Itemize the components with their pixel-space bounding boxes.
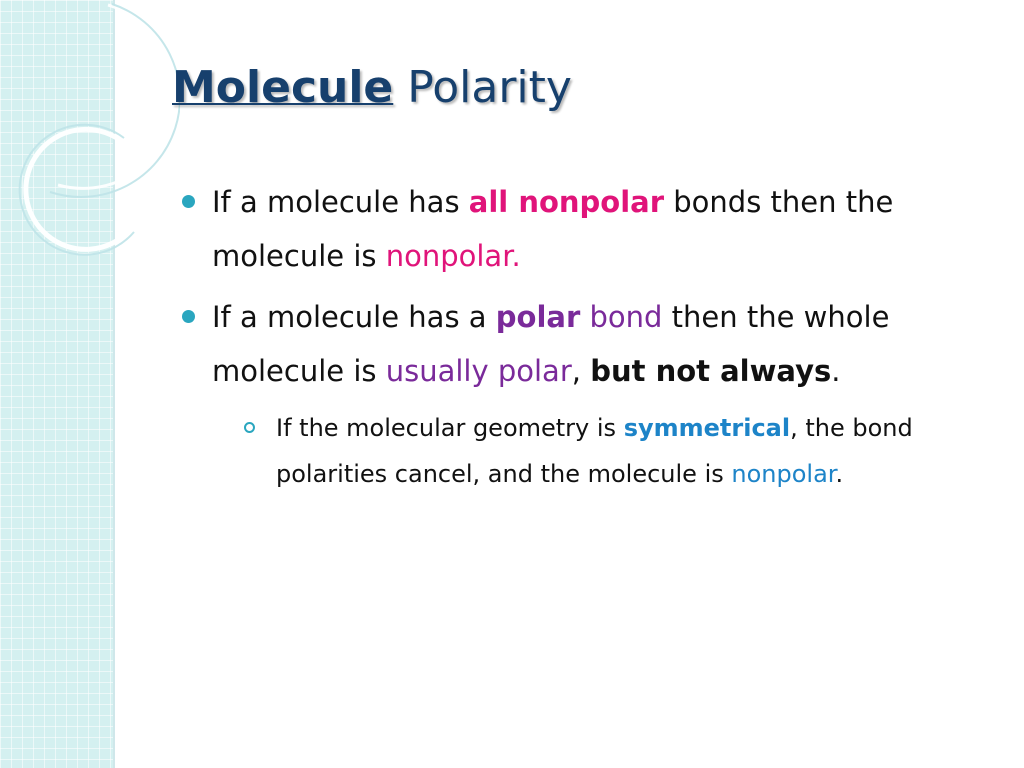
sub-bullet-text: If the molecular geometry is [276, 414, 624, 442]
emphasis-polar: polar [495, 300, 581, 334]
sub-bullet-text: , the bond polarities cancel, and the molecule is [276, 414, 913, 488]
bullet-text: If a molecule has [212, 185, 469, 219]
emphasis-but-not-always: but not always [590, 354, 832, 388]
emphasis-nonpolar: nonpolar. [385, 239, 521, 273]
emphasis-bond: bond [589, 300, 663, 334]
bullet-item-all-nonpolar [178, 175, 998, 283]
bullet-text: . [831, 354, 841, 388]
bullet-text: , [571, 354, 591, 388]
slide-title [172, 62, 572, 115]
sub-bullet-text: . [835, 460, 844, 488]
sub-bullet-ring-icon [244, 422, 255, 433]
title-rest: Polarity [393, 62, 572, 113]
sub-bullet-item-symmetrical [244, 405, 998, 497]
bullet-dot-icon [182, 310, 195, 323]
bullet-dot-icon [182, 195, 195, 208]
bullet-text: bonds then the molecule is [212, 185, 894, 273]
bullet-text [580, 300, 589, 334]
emphasis-symmetrical: symmetrical [623, 414, 791, 442]
emphasis-usually-polar: usually polar [385, 354, 572, 388]
swirl-decoration [0, 0, 180, 260]
emphasis-all-nonpolar: all nonpolar [468, 185, 665, 219]
bullet-text: then the whole molecule is [212, 300, 890, 388]
emphasis-nonpolar-blue: nonpolar [731, 460, 836, 488]
bullet-item-polar-bond [178, 290, 998, 398]
title-underlined-word: Molecule [172, 62, 394, 113]
bullet-text: If a molecule has a [212, 300, 496, 334]
bullet-list [178, 175, 998, 497]
